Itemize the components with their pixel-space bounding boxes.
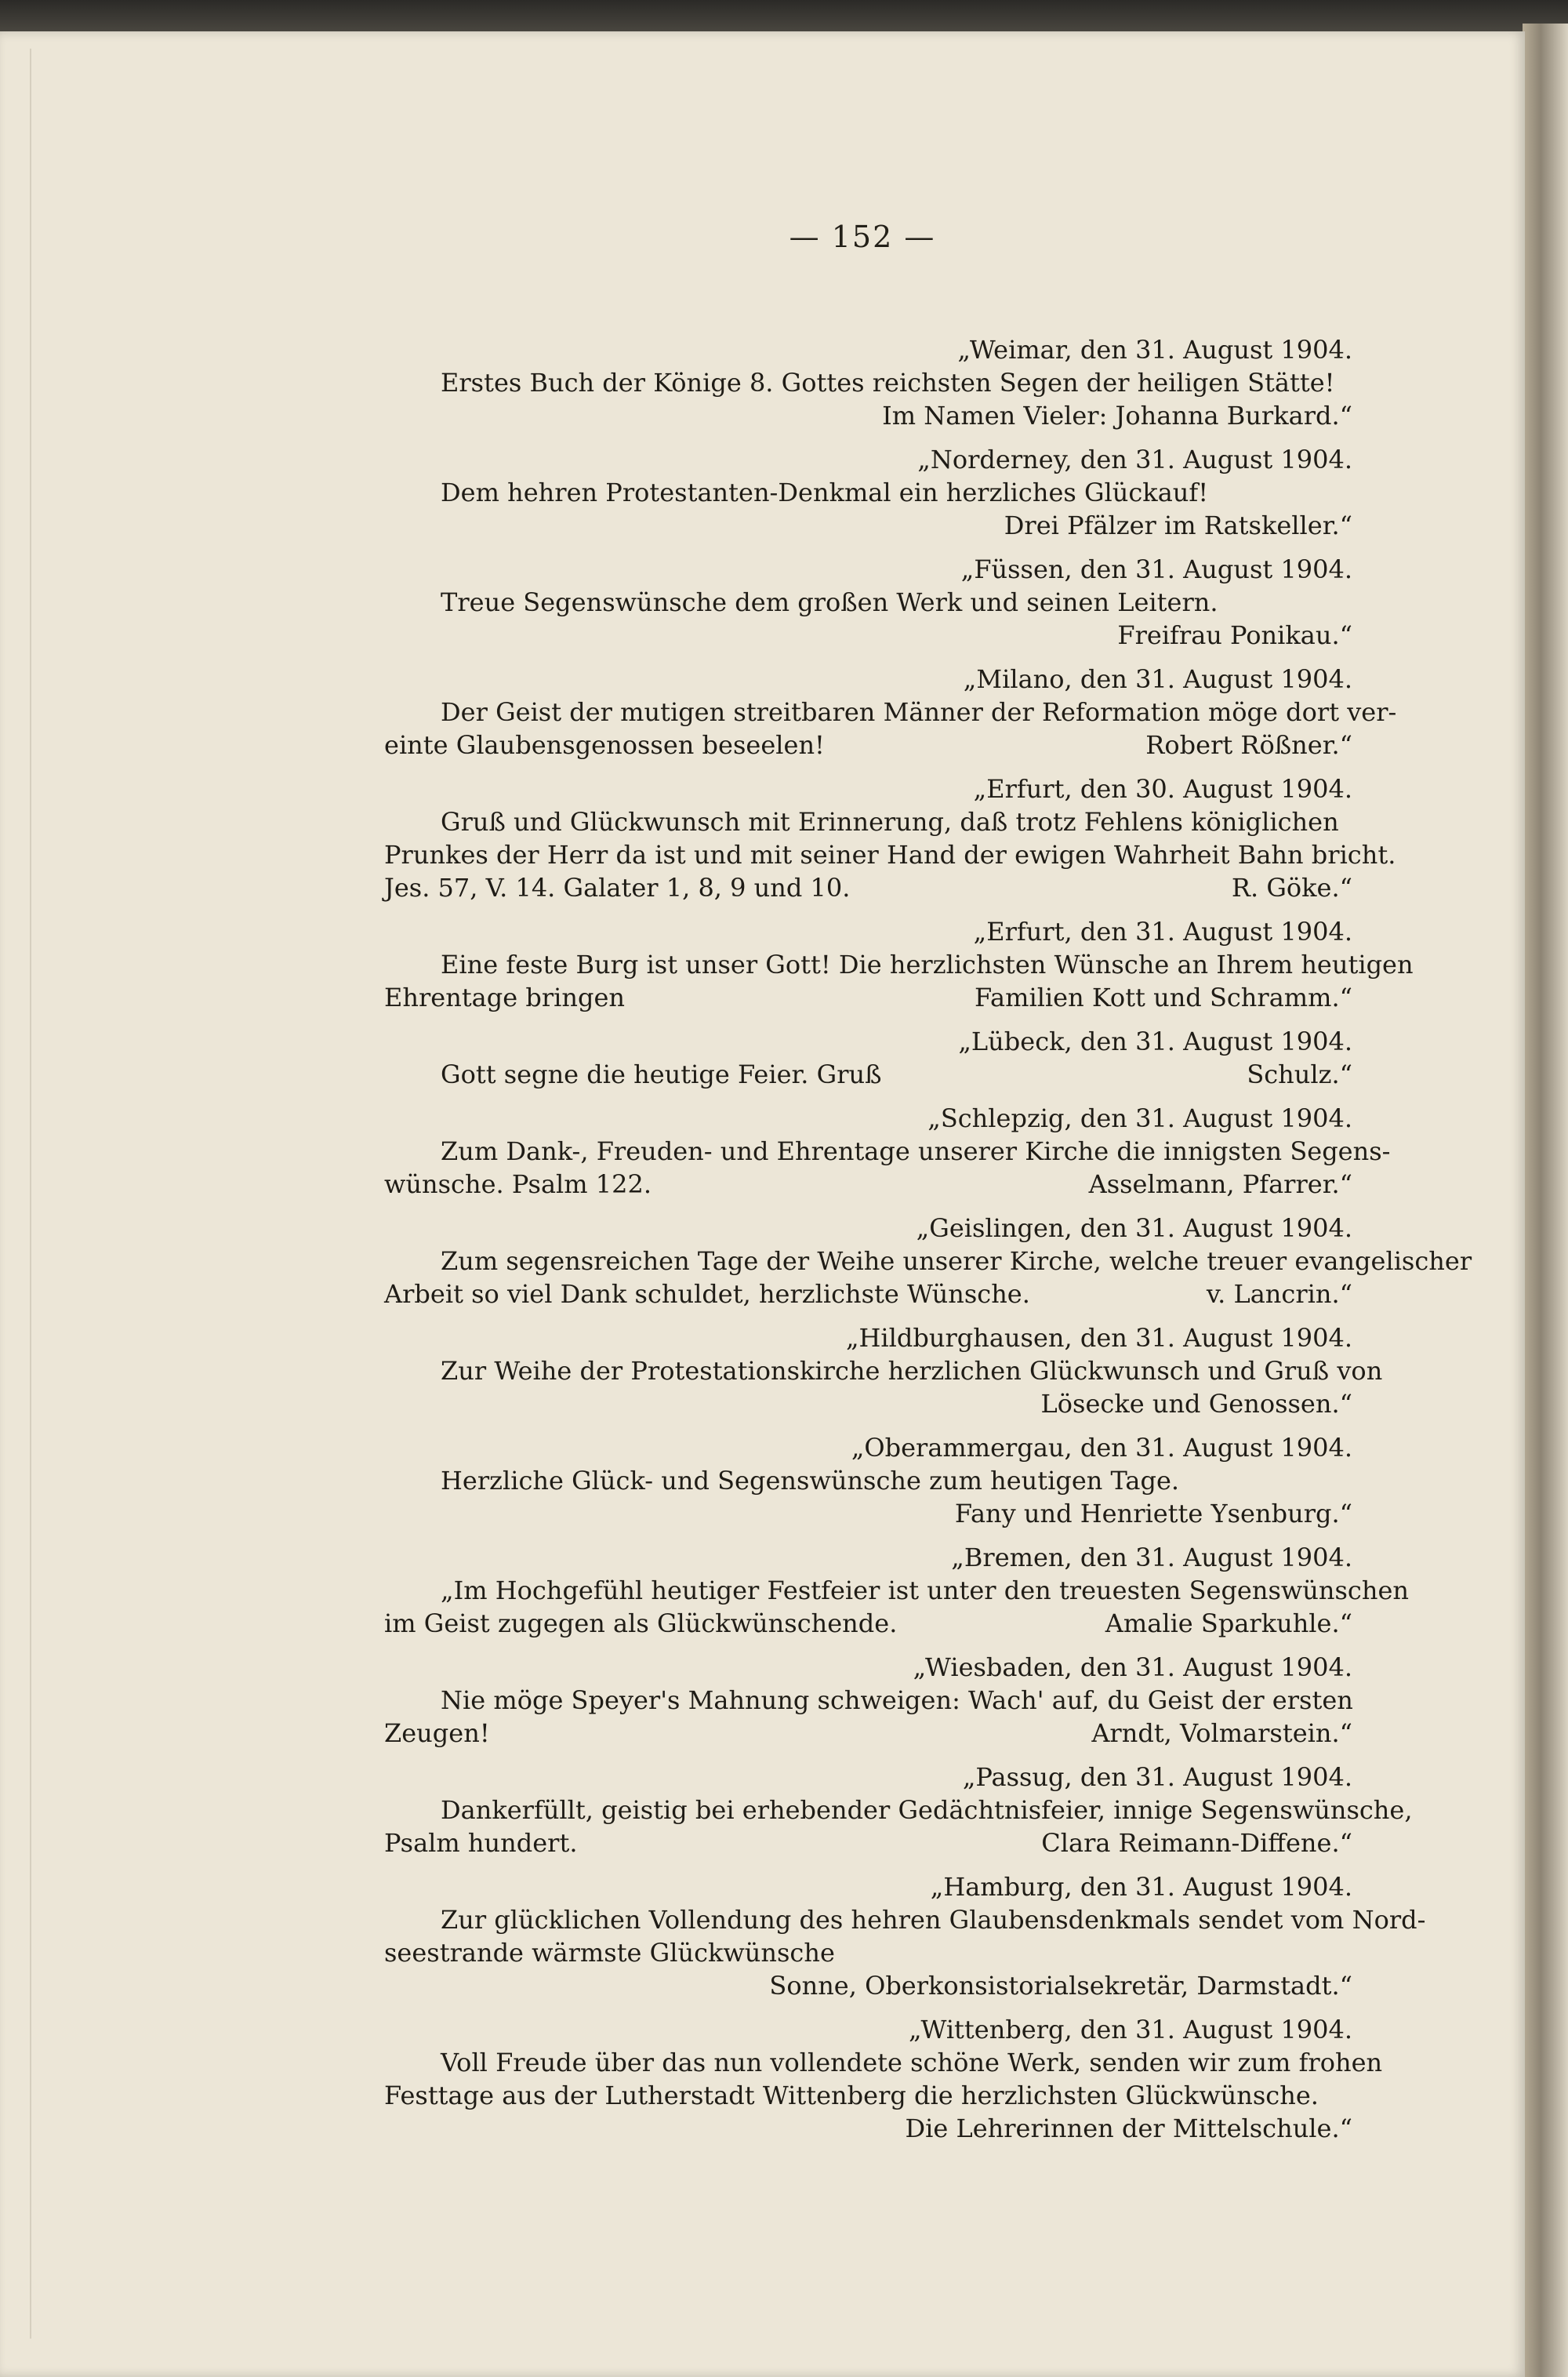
telegram-entry: [384, 1541, 1409, 1640]
entry-body-line: [384, 948, 1414, 981]
entry-signature: Drei Pfälzer im Ratskeller.“: [1004, 511, 1352, 540]
entry-body-line: [384, 1135, 1391, 1168]
entry-text: Treue Segenswünsche dem großen Werk und seinen Leitern.: [441, 587, 1218, 617]
entry-text: Gruß und Glückwunsch mit Erinnerung, daß trotz Fehlens königlichen: [441, 807, 1339, 837]
entry-text: wünsche. Psalm 122.: [384, 1169, 652, 1199]
entry-signature: Fany und Henriette Ysenburg.“: [954, 1499, 1352, 1528]
entry-header: „Norderney, den 31. August 1904.: [917, 445, 1352, 474]
entry-signature: Schulz.“: [1247, 1059, 1352, 1089]
entry-header: „Passug, den 31. August 1904.: [962, 1762, 1352, 1792]
telegram-entry: [384, 443, 1352, 542]
entry-header: „Bremen, den 31. August 1904.: [951, 1543, 1352, 1572]
entry-text: Prunkes der Herr da ist und mit seiner Hand der ewigen Wahrheit Bahn bricht.: [384, 840, 1396, 870]
entry-text: seestrande wärmste Glückwünsche: [384, 1938, 835, 1968]
entry-text: „Im Hochgefühl heutiger Festfeier ist unter den treuesten Segenswünschen: [441, 1576, 1409, 1605]
entry-signature: Lösecke und Genossen.“: [1040, 1389, 1352, 1419]
telegram-entry: [384, 1321, 1383, 1420]
entry-signature: Die Lehrerinnen der Mittelschule.“: [905, 2113, 1352, 2143]
entry-body-line: [384, 1354, 1383, 1387]
page-number: — 152 —: [789, 220, 936, 254]
telegram-entry: [384, 333, 1352, 432]
entry-text: Festtage aus der Lutherstadt Wittenberg die herzlichsten Glückwünsche.: [384, 2081, 1319, 2110]
entry-header: „Wiesbaden, den 31. August 1904.: [913, 1652, 1352, 1682]
telegram-entry: [384, 1431, 1352, 1530]
entry-header: „Lübeck, den 31. August 1904.: [958, 1027, 1352, 1056]
telegram-list: [384, 333, 1472, 2156]
telegram-entry: [384, 1651, 1352, 1750]
entry-body-line: [384, 476, 1352, 509]
telegram-entry: [384, 1102, 1391, 1201]
entry-body-line: [384, 1464, 1352, 1497]
entry-signature: R. Göke.“: [1231, 873, 1352, 903]
entry-header: „Wittenberg, den 31. August 1904.: [909, 2015, 1352, 2044]
entry-header: „Weimar, den 31. August 1904.: [957, 335, 1352, 365]
entry-text: Zum Dank-, Freuden- und Ehrentage unserer Kirche die innigsten Segens-: [441, 1136, 1391, 1166]
entry-text: Jes. 57, V. 14. Galater 1, 8, 9 und 10.: [384, 873, 851, 903]
telegram-entry: [384, 1212, 1472, 1310]
telegram-entry: [384, 772, 1396, 904]
entry-header: „Schlepzig, den 31. August 1904.: [927, 1103, 1352, 1133]
entry-header: „Erfurt, den 30. August 1904.: [973, 774, 1352, 804]
entry-signature: Familien Kott und Schramm.“: [975, 983, 1352, 1012]
entry-text: Psalm hundert.: [384, 1828, 578, 1858]
entry-text: Der Geist der mutigen streitbaren Männer der Reformation möge dort ver-: [441, 697, 1397, 727]
entry-text: Zur glücklichen Vollendung des hehren Glaubensdenkmals sendet vom Nord-: [441, 1905, 1426, 1935]
entry-signature: Robert Rößner.“: [1145, 730, 1352, 760]
telegram-entry: [384, 915, 1414, 1014]
entry-signature: Asselmann, Pfarrer.“: [1088, 1169, 1352, 1199]
entry-body-line: [384, 1903, 1426, 1936]
entry-body-line: [384, 805, 1352, 838]
entry-body-line: [384, 366, 1352, 399]
entry-text: Ehrentage bringen: [384, 983, 625, 1012]
entry-body-line: [384, 1058, 1352, 1091]
book-page-edge: [1523, 24, 1568, 2377]
entry-header: „Erfurt, den 31. August 1904.: [973, 917, 1352, 947]
scanned-page: [0, 31, 1525, 2377]
entry-body-line: [384, 586, 1352, 619]
entry-body-line: [384, 1794, 1413, 1826]
entry-body-line: [384, 2046, 1383, 2079]
entry-signature: Freifrau Ponikau.“: [1117, 620, 1352, 650]
entry-text: Gott segne die heutige Feier. Gruß: [441, 1059, 882, 1089]
entry-text: Zum segensreichen Tage der Weihe unserer Kirche, welche treuer evangelischer: [441, 1246, 1472, 1276]
entry-header: „Oberammergau, den 31. August 1904.: [851, 1433, 1352, 1463]
entry-header: „Füssen, den 31. August 1904.: [960, 554, 1352, 584]
entry-body-line: [384, 1826, 1352, 1859]
entry-body-line: [384, 2079, 1352, 2112]
entry-text: Dankerfüllt, geistig bei erhebender Gedächtnisfeier, innige Segenswünsche,: [441, 1795, 1413, 1825]
entry-signature: Im Namen Vieler: Johanna Burkard.“: [882, 401, 1352, 431]
telegram-entry: [384, 1025, 1352, 1091]
entry-text: einte Glaubensgenossen beseelen!: [384, 730, 825, 760]
entry-header: „Milano, den 31. August 1904.: [963, 664, 1352, 694]
entry-text: Herzliche Glück- und Segenswünsche zum heutigen Tage.: [441, 1466, 1180, 1496]
entry-text: Voll Freude über das nun vollendete schöne Werk, senden wir zum frohen: [441, 2048, 1383, 2077]
entry-signature: Arndt, Volmarstein.“: [1091, 1718, 1352, 1748]
entry-text: Arbeit so viel Dank schuldet, herzlichste Wünsche.: [384, 1279, 1030, 1309]
entry-text: Zeugen!: [384, 1718, 490, 1748]
entry-body-line: [384, 1607, 1352, 1640]
entry-body-line: [384, 1278, 1352, 1310]
entry-signature: Amalie Sparkuhle.“: [1105, 1608, 1352, 1638]
telegram-entry: [384, 553, 1352, 652]
entry-signature: Sonne, Oberkonsistorialsekretär, Darmstadt.“: [769, 1971, 1352, 2001]
entry-body-line: [384, 981, 1352, 1014]
entry-signature: v. Lancrin.“: [1206, 1279, 1352, 1309]
telegram-entry: [384, 663, 1397, 761]
entry-body-line: [384, 1245, 1472, 1278]
entry-body-line: [384, 1574, 1409, 1607]
entry-body-line: [384, 1684, 1352, 1717]
entry-text: Nie möge Speyer's Mahnung schweigen: Wach' auf, du Geist der ersten: [441, 1685, 1353, 1715]
telegram-entry: [384, 2013, 1383, 2145]
entry-signature: Clara Reimann-Diffene.“: [1041, 1828, 1352, 1858]
entry-text: Dem hehren Protestanten-Denkmal ein herzliches Glückauf!: [441, 478, 1209, 507]
entry-text: Eine feste Burg ist unser Gott! Die herzlichsten Wünsche an Ihrem heutigen: [441, 950, 1414, 980]
entry-text: Zur Weihe der Protestationskirche herzlichen Glückwunsch und Gruß von: [441, 1356, 1383, 1386]
entry-body-line: [384, 1936, 1352, 1969]
entry-text: im Geist zugegen als Glückwünschende.: [384, 1608, 898, 1638]
telegram-entry: [384, 1761, 1413, 1859]
telegram-entry: [384, 1870, 1426, 2002]
entry-body-line: [384, 1168, 1352, 1201]
entry-body-line: [384, 871, 1352, 904]
entry-header: „Hamburg, den 31. August 1904.: [930, 1872, 1352, 1902]
entry-header: „Hildburghausen, den 31. August 1904.: [845, 1323, 1352, 1353]
entry-header: „Geislingen, den 31. August 1904.: [916, 1213, 1352, 1243]
entry-body-line: [384, 838, 1396, 871]
book-top-edge: [0, 0, 1568, 33]
entry-text: Erstes Buch der Könige 8. Gottes reichsten Segen der heiligen Stätte!: [441, 368, 1335, 398]
entry-body-line: [384, 729, 1352, 761]
entry-body-line: [384, 696, 1397, 729]
entry-body-line: [384, 1717, 1352, 1750]
